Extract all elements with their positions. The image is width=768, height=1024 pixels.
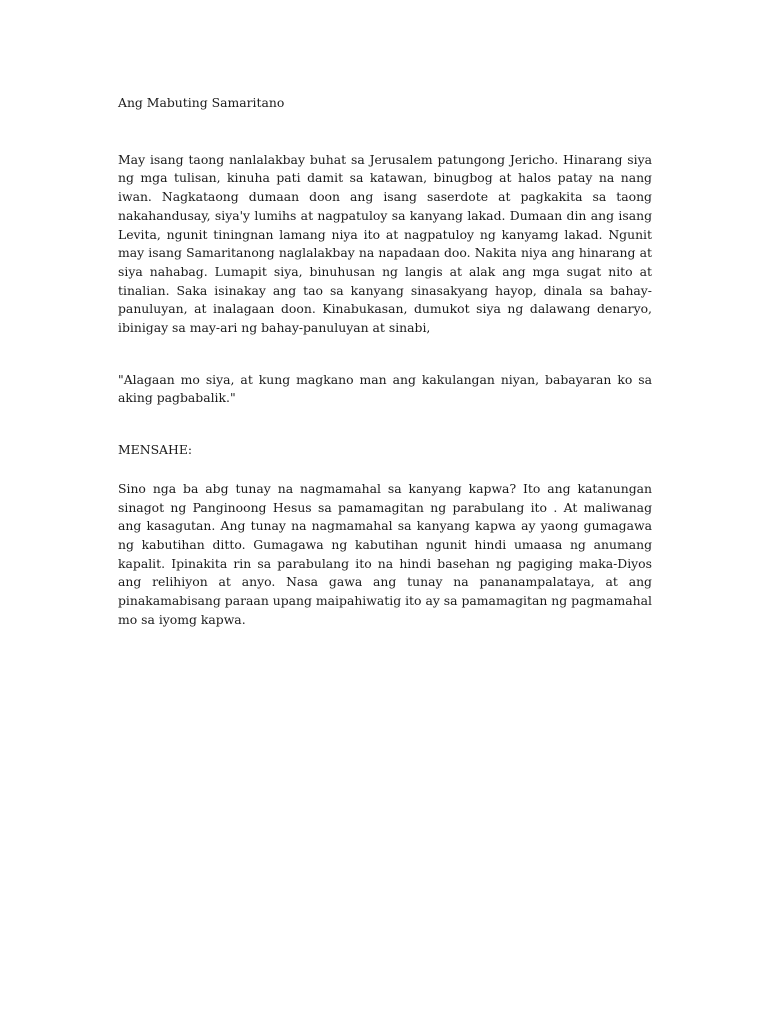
document-title: Ang Mabuting Samaritano <box>118 95 285 110</box>
story-paragraph: May isang taong nanlalakbay buhat sa Jerusalem patungong Jericho. Hinarang siya ng mga tulisan, kinuha pati damit sa katawan, binugbog at halos patay na nang iwan. Nagkataong dumaan doon ang isang saserdote at pagkakita sa taong nakahandusay, siya'y lumihs at nagpatuloy sa kanyang lakad. Dumaan din ang isang Levita, ngunit tiningnan lamang niya ito at nagpatuloy ng kanyamg lakad. Ngunit may isang Samaritanong naglalakbay na napadaan doo. Nakita niya ang hinarang at siya nahabag. Lumapit siya, binuhusan ng langis at alak ang mga sugat nito at tinalian. Saka isinakay ang tao sa kanyang sinasakyang hayop, dinala sa bahay-panuluyan, at inalagaan doon. Kinabukasan, dumukot siya ng dalawang denaryo, ibinigay sa may-ari ng bahay-panuluyan at sinabi, <box>118 151 652 336</box>
message-paragraph: Sino nga ba abg tunay na nagmamahal sa kanyang kapwa? Ito ang katanungan sinagot ng Panginoong Hesus sa pamamagitan ng parabulang ito . At maliwanag ang kasagutan. Ang tunay na nagmamahal sa kanyang kapwa ay yaong gumagawa ng kabutihan ditto. Gumagawa ng kabutihan ngunit hindi umaasa ng anumang kapalit. Ipinakita rin sa parabulang ito na hindi basehan ng pagiging maka-Diyos ang relihiyon at anyo. Nasa gawa ang tunay na pananampalataya, at ang pinakamabisang paraan upang maipahiwatig ito ay sa pamamagitan ng pagmamahal mo sa iyomg kapwa. <box>118 480 652 627</box>
message-heading: MENSAHE: <box>118 442 193 458</box>
document-page <box>118 94 652 629</box>
quote-paragraph: "Alagaan mo siya, at kung magkano man ang kakulangan niyan, babayaran ko sa aking pagbabalik." <box>118 371 652 406</box>
